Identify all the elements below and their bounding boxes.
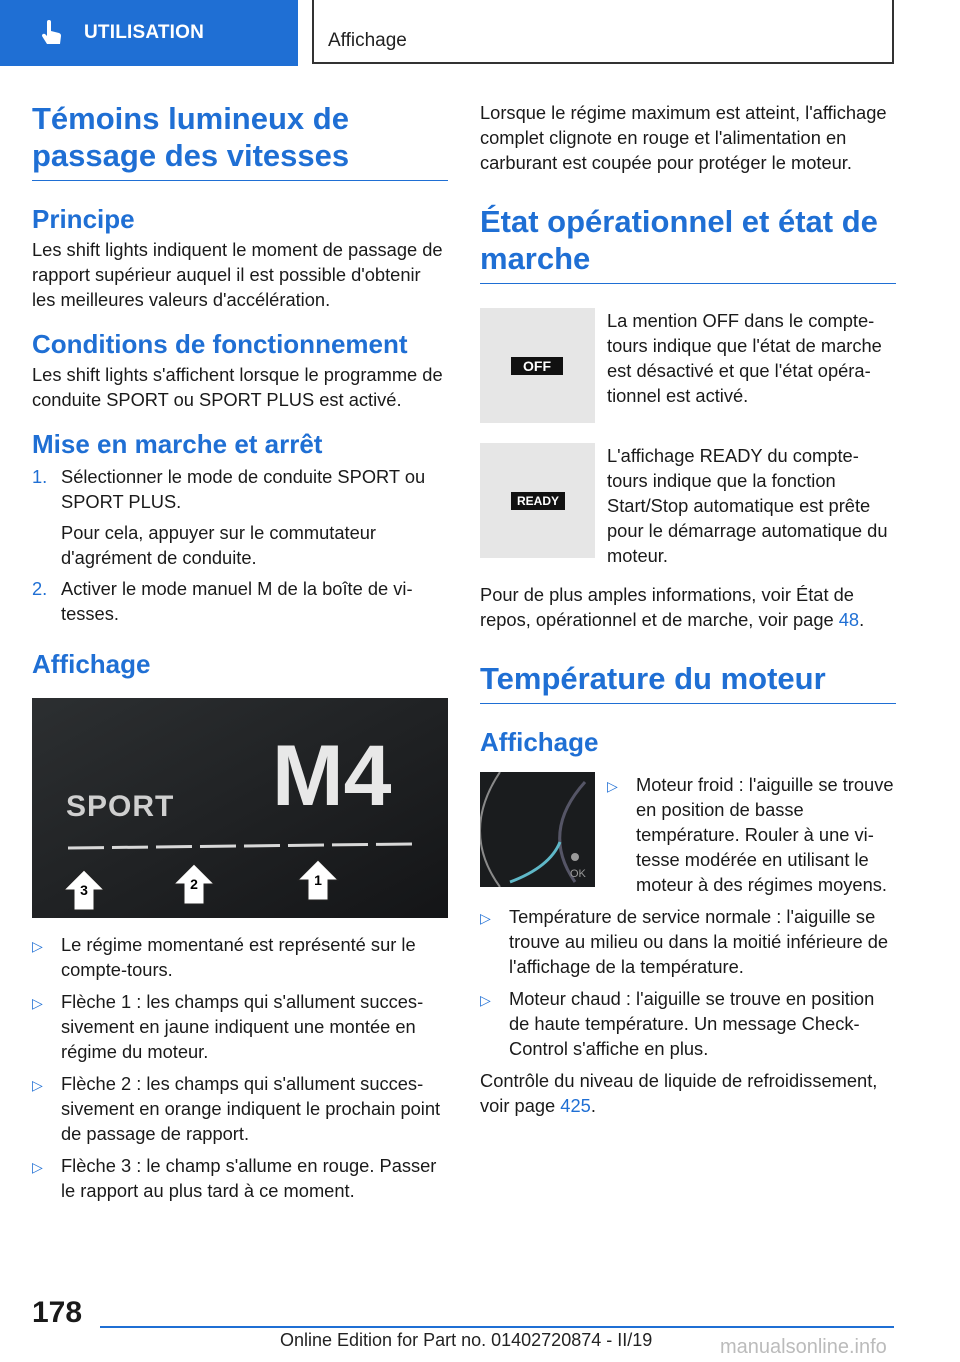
page-number: 178	[32, 1296, 83, 1329]
affichage-heading: Affichage	[32, 649, 151, 679]
principe-heading: Principe	[32, 204, 135, 234]
temp-bullets	[480, 904, 896, 1061]
shift-bullets	[32, 932, 448, 1203]
marche-heading: Mise en marche et arrêt	[32, 429, 323, 459]
page-link-48[interactable]: 48	[838, 609, 860, 630]
list-item: ▷ Flèche 2 : les champs qui s'allument successivement en orange indiquent le prochain point de passage de rapport.	[32, 1073, 441, 1144]
arrow-label: 2	[190, 876, 198, 892]
step-number: 1.	[32, 466, 48, 487]
principe-text: Les shift lights indiquent le moment de passage de rapport supérieur auquel il est possible d'obtenir les meilleures valeurs d'accélération.	[32, 239, 443, 310]
step-number: 2.	[32, 578, 48, 599]
page-link-425[interactable]: 425	[560, 1095, 591, 1116]
steps-list	[32, 464, 448, 626]
list-item: ▷ Moteur froid : l'aiguille se trouve en position de basse température. Rouler à une vitesse modérée en utilisant le moteur à des régimes moyens.	[607, 774, 894, 895]
list-item	[32, 576, 448, 626]
info-paragraph: Pour de plus amples informations, voir État de repos, opérationnel et de marche, voir page 48.	[480, 584, 865, 630]
off-row	[480, 308, 896, 423]
section-label: UTILISATION	[84, 22, 205, 43]
off-badge: OFF	[511, 357, 563, 375]
triangle-bullet-icon: ▷	[32, 1077, 43, 1093]
off-indicator-image	[480, 308, 595, 423]
temp-gauge-row	[480, 772, 896, 897]
intro-text: Lorsque le régime maximum est atteint, l'affichage complet clignote en rouge et l'alimentation en carburant est coupée pour protéger le moteur.	[480, 102, 887, 173]
conditions-heading: Conditions de fonctionnement	[32, 329, 408, 359]
list-item: ▷ Flèche 1 : les champs qui s'allument successivement en jaune indiquent une montée en régime du moteur.	[32, 991, 424, 1062]
arrow-label: 1	[314, 872, 322, 888]
list-item	[32, 464, 448, 570]
left-column	[32, 100, 448, 1203]
list-item: ▷ Le régime momentané est représenté sur le compte-tours.	[32, 934, 416, 980]
conditions-text: Les shift lights s'affichent lorsque le programme de conduite SPORT ou SPORT PLUS est activé.	[32, 364, 443, 410]
temp-bullet-cold	[607, 772, 896, 897]
section-tab	[0, 0, 298, 66]
chapter-box	[312, 0, 894, 64]
coolant-paragraph: Contrôle du niveau de liquide de refroidissement, voir page 425.	[480, 1070, 878, 1116]
ready-badge: READY	[511, 492, 565, 510]
list-item: ▷ Moteur chaud : l'aiguille se trouve en position de haute température. Un message Check-Control s'affiche en plus.	[480, 988, 875, 1059]
off-text: La mention OFF dans le compte-tours indique que l'état de marche est désactivé et que l'état opérationnel est activé.	[607, 310, 882, 406]
chapter-title: Affichage	[328, 30, 407, 51]
step-text: Sélectionner le mode de conduite SPORT ou SPORT PLUS.	[61, 466, 426, 512]
ready-text: L'affichage READY du compte-tours indique que la fonction Start/Stop automatique est prête pour le démarrage automatique du moteur.	[607, 445, 888, 566]
triangle-bullet-icon: ▷	[32, 995, 43, 1011]
page-title: Témoins lumineux de passage des vitesses	[32, 100, 448, 181]
arrow-label: 3	[80, 882, 88, 898]
edition-line: Online Edition for Part no. 01402720874 - II/19	[280, 1330, 653, 1350]
hand-pointer-icon	[36, 18, 66, 48]
step-text: Activer le mode manuel M de la boîte de vitesses.	[61, 578, 413, 624]
etat-heading: État opérationnel et état de marche	[480, 203, 896, 284]
triangle-bullet-icon: ▷	[480, 910, 491, 926]
temp-heading: Température du moteur	[480, 660, 896, 704]
ready-indicator-image	[480, 443, 595, 558]
triangle-bullet-icon: ▷	[607, 778, 618, 794]
right-column	[480, 100, 896, 1118]
shift-lights-figure	[32, 698, 448, 918]
gauge-ok-label: OK	[570, 868, 586, 880]
list-item: ▷ Température de service normale : l'aiguille se trouve au milieu ou dans la moitié inférieure de l'affichage de la température.	[480, 906, 889, 977]
list-item: ▷ Flèche 3 : le champ s'allume en rouge. Passer le rapport au plus tard à ce moment.	[32, 1155, 437, 1201]
triangle-bullet-icon: ▷	[32, 1159, 43, 1175]
triangle-bullet-icon: ▷	[32, 938, 43, 954]
step-subtext: Pour cela, appuyer sur le commutateur d'agrément de conduite.	[61, 522, 376, 568]
temp-gauge-image	[480, 772, 595, 887]
gear-label: M4	[272, 728, 392, 824]
footer-rule	[100, 1326, 894, 1328]
watermark: manualsonline.info	[720, 1336, 887, 1358]
ready-row	[480, 443, 896, 568]
temp-affichage-heading: Affichage	[480, 727, 599, 757]
triangle-bullet-icon: ▷	[480, 992, 491, 1008]
mode-label: SPORT	[66, 790, 175, 823]
